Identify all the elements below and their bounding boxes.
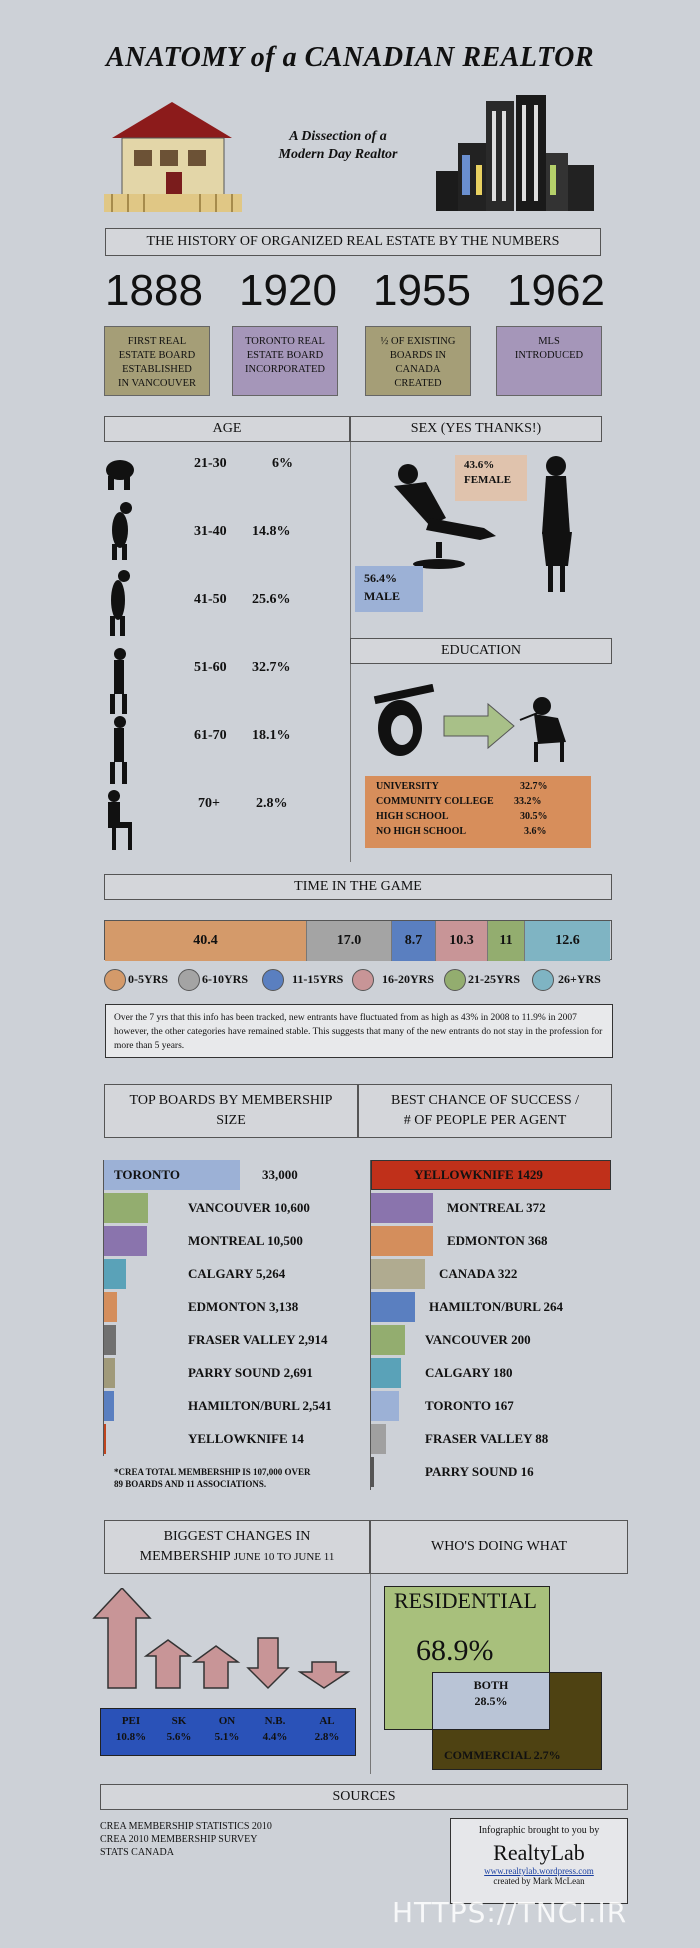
legend-dot: [532, 969, 554, 991]
history-heading: THE HISTORY OF ORGANIZED REAL ESTATE BY THE NUMBERS: [105, 228, 601, 256]
male-label: MALE: [364, 589, 400, 603]
time-segment: 17.0: [307, 921, 392, 961]
education-pct: 30.5%: [520, 811, 548, 822]
history-event-line: ESTABLISHED: [122, 364, 192, 375]
legend-label: 26+YRS: [558, 972, 601, 986]
education-heading: EDUCATION: [350, 638, 612, 664]
success-bar-label: EDMONTON 368: [447, 1233, 548, 1248]
success-bar: [371, 1292, 415, 1322]
female-pct: 43.6%: [464, 459, 495, 471]
arrow-down-icon: [300, 1662, 348, 1688]
arrow-up-icon: [194, 1646, 238, 1688]
age-pct: 6%: [272, 456, 293, 471]
age-pct: 14.8%: [252, 524, 291, 539]
success-bar: [371, 1391, 399, 1421]
boards-bar-label: TORONTO: [114, 1167, 180, 1182]
age-pct: 18.1%: [252, 728, 291, 743]
education-label: NO HIGH SCHOOL: [376, 826, 467, 837]
boards-bar: [104, 1292, 117, 1322]
boards-bar-label: HAMILTON/BURL 2,541: [188, 1398, 332, 1413]
legend-label: 0-5YRS: [128, 972, 169, 986]
boards-bar: [104, 1424, 106, 1454]
change-pct: 4.4%: [262, 1731, 288, 1743]
time-segment: 8.7: [392, 921, 436, 961]
house-illustration: [104, 98, 242, 214]
boards-bar-label: PARRY SOUND 2,691: [188, 1365, 313, 1380]
boards-heading-line: SIZE: [216, 1113, 246, 1128]
sources-heading: SOURCES: [100, 1784, 628, 1810]
education-pct: 32.7%: [520, 781, 548, 792]
subtitle-line-2: Modern Day Realtor: [278, 147, 398, 162]
boards-bar-label: YELLOWKNIFE 14: [188, 1431, 304, 1446]
success-bar: [371, 1358, 401, 1388]
both-pct: 28.5%: [474, 1694, 508, 1708]
history-year: 1962: [507, 266, 605, 315]
age-range: 70+: [198, 796, 220, 811]
time-segment: 12.6: [525, 921, 610, 961]
boards-bar-label: VANCOUVER 10,600: [188, 1200, 310, 1215]
history-year: 1920: [239, 266, 337, 315]
time-segment: 11: [488, 921, 525, 961]
success-heading-line: BEST CHANCE OF SUCCESS /: [390, 1093, 579, 1108]
source-line: STATS CANADA: [100, 1847, 174, 1858]
history-event-box: [365, 326, 471, 396]
history-event-line: ESTATE BOARD: [246, 350, 324, 361]
source-line: CREA 2010 MEMBERSHIP SURVEY: [100, 1834, 258, 1845]
evolution-figures-icon: [98, 450, 142, 860]
legend-dot: [262, 969, 284, 991]
page-title: ANATOMY of a CANADIAN REALTOR: [105, 42, 594, 73]
subtitle: [258, 128, 418, 164]
legend-label: 11-15YRS: [292, 972, 344, 986]
age-range: 21-30: [194, 456, 227, 471]
change-name: PEI: [121, 1715, 141, 1727]
education-label: UNIVERSITY: [376, 781, 439, 792]
success-bar: [371, 1226, 433, 1256]
history-event-line: INCORPORATED: [245, 364, 325, 375]
success-bar-label: CANADA 322: [439, 1266, 518, 1281]
credit-box: [450, 1818, 628, 1904]
legend-dot: [444, 969, 466, 991]
age-range: 51-60: [194, 660, 227, 675]
changes-heading-line: [140, 1547, 335, 1567]
source-line: CREA MEMBERSHIP STATISTICS 2010: [100, 1821, 272, 1832]
age-range: 61-70: [194, 728, 227, 743]
history-event-line: CANADA: [395, 364, 441, 375]
residential-pct: 68.9%: [416, 1634, 494, 1667]
commercial-label: COMMERCIAL 2.7%: [444, 1748, 561, 1762]
time-note: Over the 7 yrs that this info has been tracked, new entrants have fluctuated from as high as 43% in 2008 to 11.9% in 2007 however, the other categories have remained stable. This suggests that many of the new entrants do not stay in the profession for more than 5 years.: [105, 1004, 613, 1058]
boards-bar: [104, 1391, 114, 1421]
credit-brand: RealtyLab: [493, 1840, 585, 1865]
male-pct: 56.4%: [364, 571, 397, 585]
success-bar: [371, 1193, 433, 1223]
credit-link[interactable]: www.realtylab.wordpress.com: [484, 1866, 594, 1876]
legend-label: 6-10YRS: [202, 972, 249, 986]
time-segment: 10.3: [436, 921, 488, 961]
boards-bar: [104, 1193, 148, 1223]
changes-heading-date-range: JUNE 10 TO JUNE 11: [233, 1551, 335, 1563]
changes-box: [100, 1708, 356, 1756]
arrow-up-icon: [94, 1588, 150, 1688]
age-pct: 2.8%: [256, 796, 288, 811]
changes-arrows: [92, 1588, 362, 1692]
female-label: FEMALE: [464, 474, 512, 486]
change-name: AL: [319, 1715, 335, 1727]
age-pct: 25.6%: [252, 592, 291, 607]
age-pct: 32.7%: [252, 660, 291, 675]
credit-author: created by Mark McLean: [493, 1876, 585, 1886]
history-event-line: CREATED: [394, 378, 442, 389]
changes-heading: [104, 1520, 370, 1574]
who-heading: WHO'S DOING WHAT: [370, 1520, 628, 1574]
time-segment: 40.4: [105, 921, 307, 961]
boards-bar: [104, 1325, 116, 1355]
boards-bar-label: EDMONTON 3,138: [188, 1299, 299, 1314]
history-event-line: BOARDS IN: [389, 350, 447, 361]
success-bar-label: FRASER VALLEY 88: [425, 1431, 549, 1446]
age-range: 31-40: [194, 524, 227, 539]
change-pct: 10.8%: [115, 1731, 147, 1743]
history-event-box: [232, 326, 338, 396]
arrow-up-icon: [146, 1640, 190, 1688]
arrow-down-icon: [248, 1638, 288, 1688]
boards-bar-value: 33,000: [262, 1167, 298, 1182]
sources-list: [100, 1820, 272, 1859]
success-heading-line: # OF PEOPLE PER AGENT: [403, 1113, 567, 1128]
education-label: HIGH SCHOOL: [376, 811, 449, 822]
time-legend: [104, 972, 624, 996]
success-bar: [371, 1424, 386, 1454]
success-bar-label: PARRY SOUND 16: [425, 1464, 534, 1479]
legend-label: 21-25YRS: [468, 972, 521, 986]
boards-heading: [104, 1084, 358, 1138]
education-label: COMMUNITY COLLEGE: [376, 796, 494, 807]
success-bar-label: VANCOUVER 200: [425, 1332, 531, 1347]
legend-dot: [178, 969, 200, 991]
boards-footnote-line: 89 BOARDS AND 11 ASSOCIATIONS.: [114, 1479, 267, 1489]
success-bar: [371, 1457, 374, 1487]
history-event-line: ESTATE BOARD: [118, 350, 196, 361]
age-range: 41-50: [194, 592, 227, 607]
boards-footnote-line: *CREA TOTAL MEMBERSHIP IS 107,000 OVER: [114, 1467, 311, 1477]
history-event-box: [104, 326, 210, 396]
history-event-line: INTRODUCED: [514, 350, 584, 361]
history-event-line: MLS: [538, 336, 560, 347]
success-bar-label: TORONTO 167: [425, 1398, 514, 1413]
success-bar-label: YELLOWKNIFE 1429: [414, 1167, 543, 1182]
success-bar: [371, 1325, 405, 1355]
education-graphic-icon: [362, 684, 600, 766]
changes-heading-line: BIGGEST CHANGES IN: [163, 1529, 311, 1544]
change-name: N.B.: [264, 1715, 286, 1727]
education-pct: 3.6%: [524, 826, 547, 837]
change-pct: 2.8%: [314, 1731, 340, 1743]
success-bar-label: HAMILTON/BURL 264: [429, 1299, 564, 1314]
boards-bar-label: MONTREAL 10,500: [188, 1233, 303, 1248]
sex-heading: SEX (YES THANKS!): [350, 416, 602, 442]
boards-bar: [104, 1358, 115, 1388]
history-event-line: TORONTO REAL: [245, 336, 325, 347]
credit-intro: Infographic brought to you by: [478, 1825, 600, 1836]
success-bar-label: CALGARY 180: [425, 1365, 513, 1380]
boards-bar: [104, 1259, 126, 1289]
history-year: 1955: [373, 266, 471, 315]
boards-bar-label: CALGARY 5,264: [188, 1266, 286, 1281]
boards-bar: [104, 1226, 147, 1256]
watermark: HTTPS://TNCI.IR: [392, 1896, 628, 1929]
success-bar-label: MONTREAL 372: [447, 1200, 546, 1215]
legend-dot: [352, 969, 374, 991]
success-bar: [371, 1259, 425, 1289]
legend-dot: [104, 969, 126, 991]
changes-heading-part: MEMBERSHIP: [139, 1549, 234, 1564]
woman-silhouette-icon: [530, 454, 586, 594]
boards-bar-label: FRASER VALLEY 2,914: [188, 1332, 328, 1347]
subtitle-line-1: A Dissection of a: [289, 129, 387, 144]
boards-footnote: [114, 1466, 311, 1490]
age-heading: AGE: [104, 416, 350, 442]
change-pct: 5.1%: [214, 1731, 240, 1743]
time-stacked-bar: [104, 920, 612, 960]
column-divider: [370, 1574, 371, 1774]
legend-label: 16-20YRS: [382, 972, 435, 986]
both-label: BOTH: [473, 1678, 509, 1692]
change-name: ON: [218, 1715, 236, 1727]
boards-heading-line: TOP BOARDS BY MEMBERSHIP: [129, 1093, 333, 1108]
time-heading: TIME IN THE GAME: [104, 874, 612, 900]
history-year: 1888: [105, 266, 203, 315]
history-event-line: ½ OF EXISTING: [380, 336, 456, 347]
success-heading: [358, 1084, 612, 1138]
education-pct: 33.2%: [514, 796, 542, 807]
history-event-box: [496, 326, 602, 396]
change-pct: 5.6%: [166, 1731, 192, 1743]
history-event-line: FIRST REAL: [127, 336, 187, 347]
residential-label: RESIDENTIAL: [394, 1588, 537, 1613]
change-name: SK: [171, 1715, 187, 1727]
history-event-line: IN VANCOUVER: [117, 378, 197, 389]
city-skyline-illustration: [432, 95, 596, 211]
